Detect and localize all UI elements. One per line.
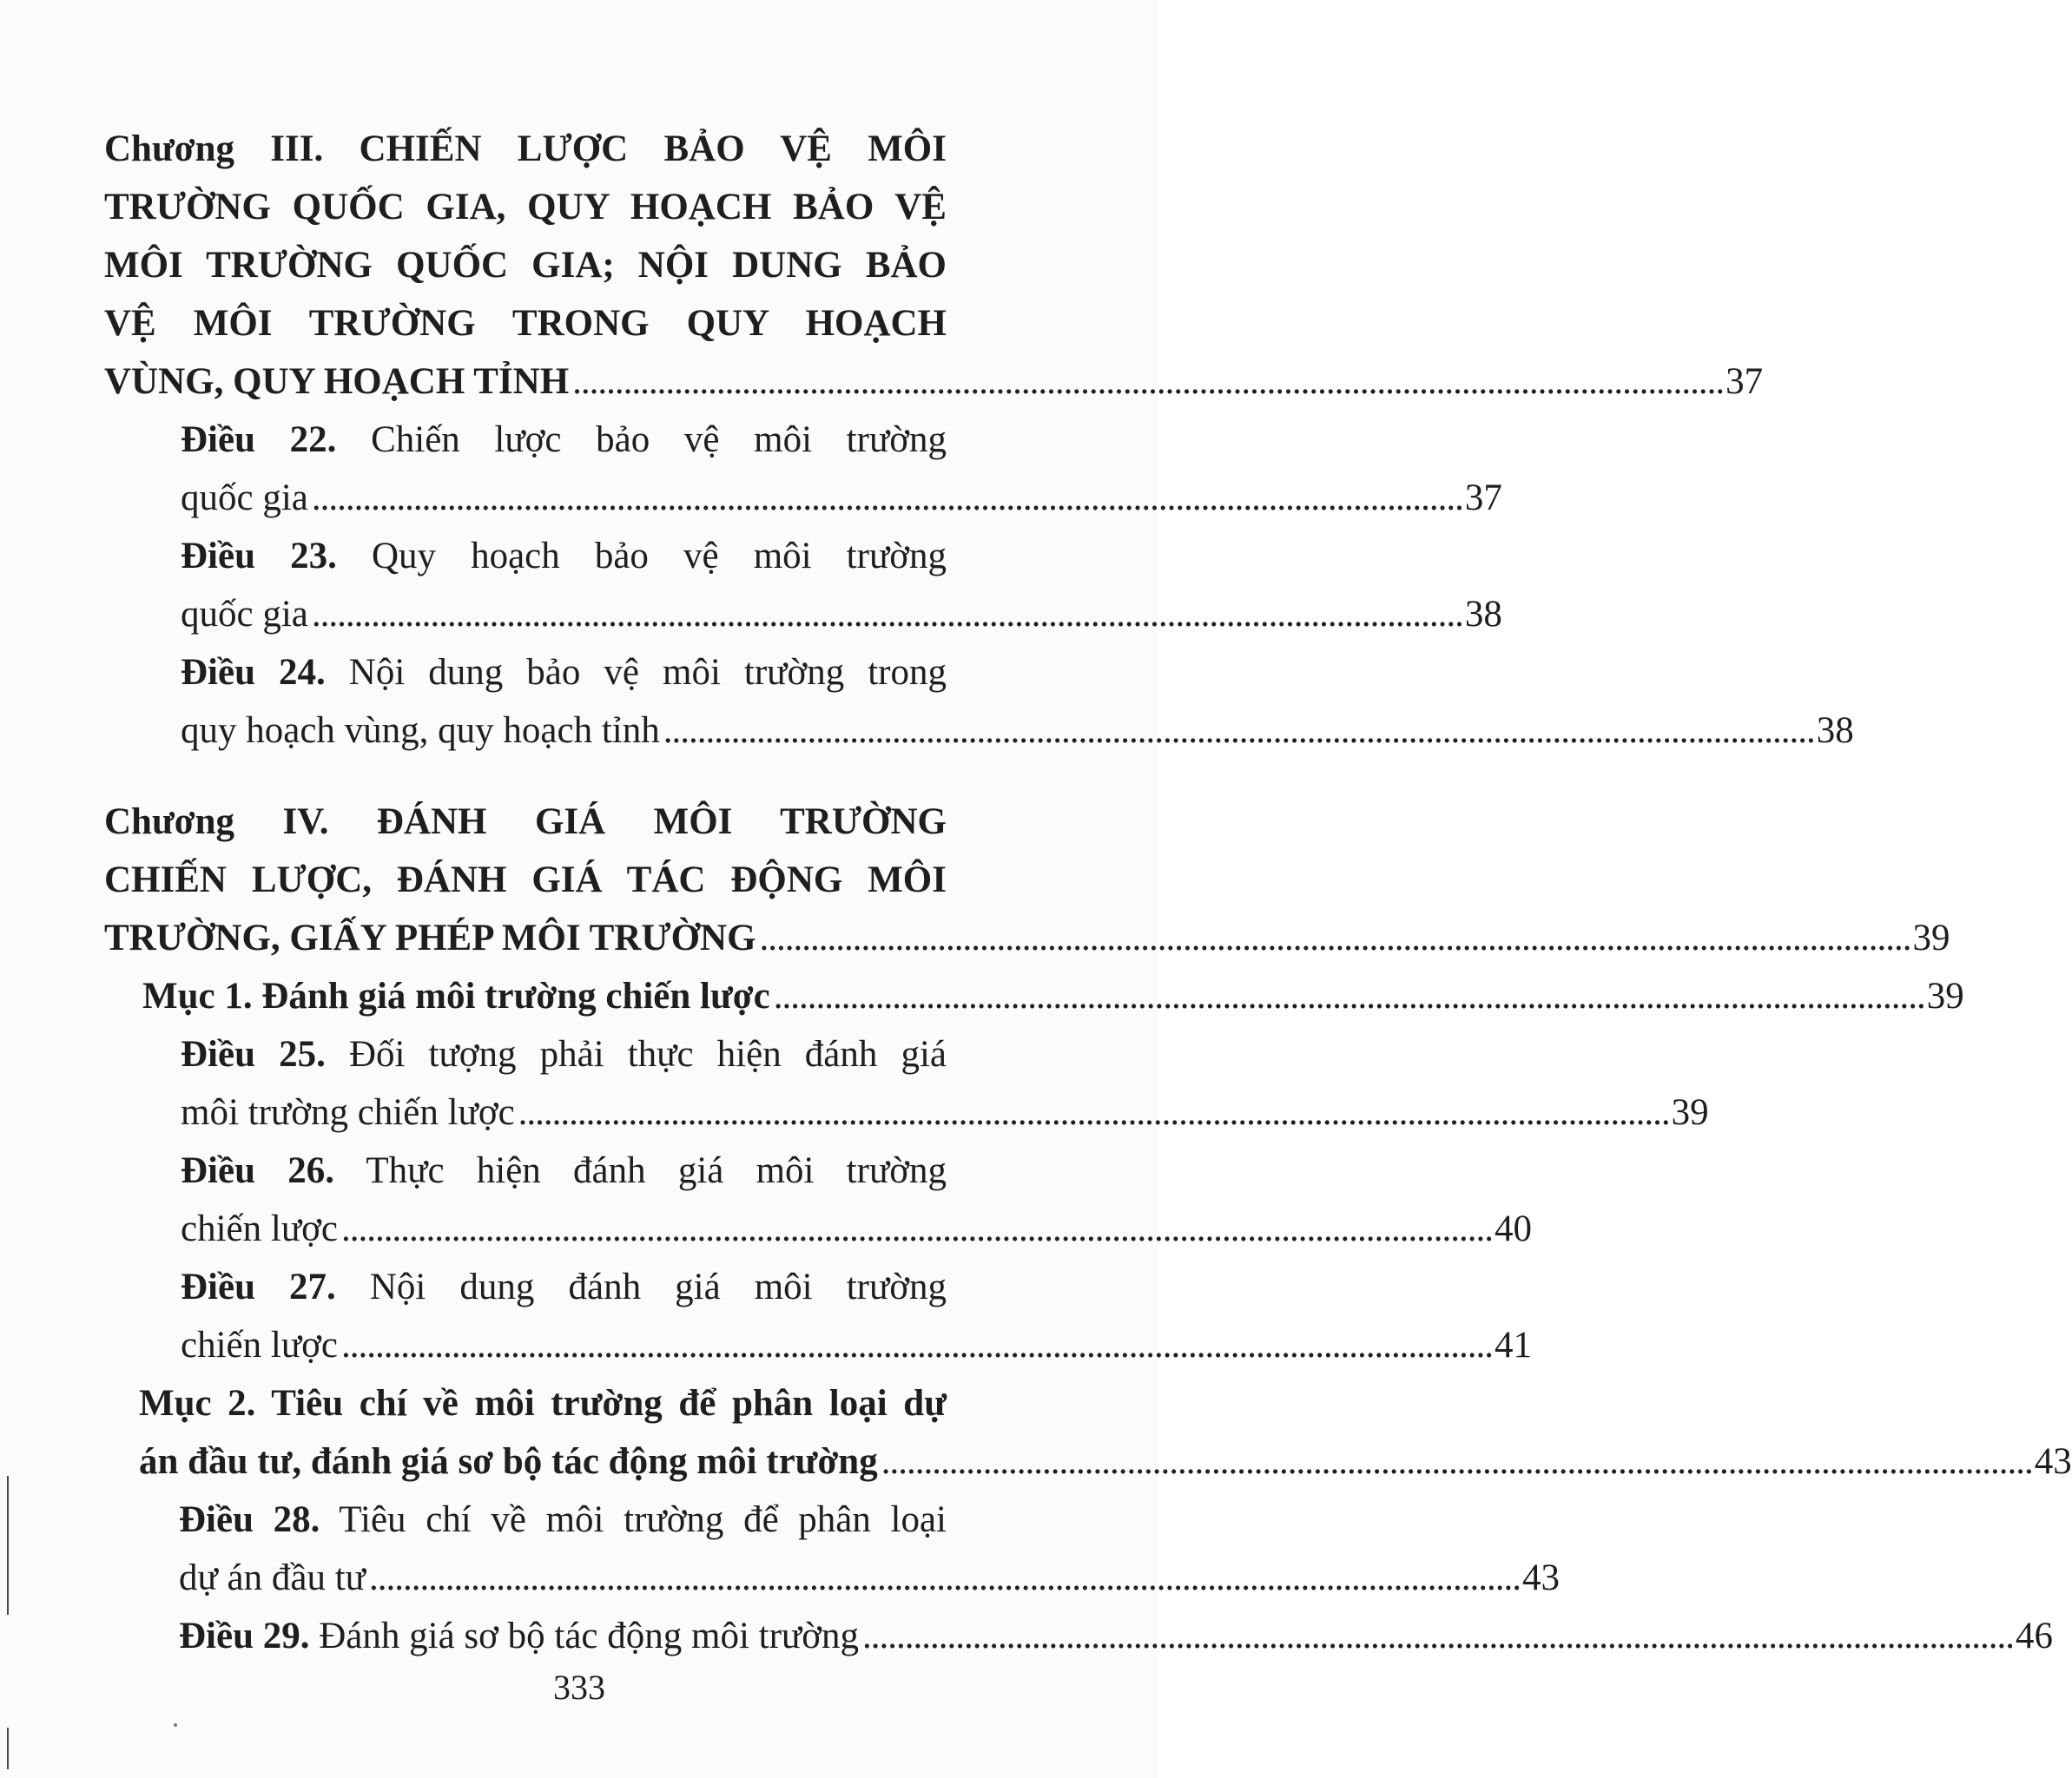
article-title: Nội dung bảo vệ môi trường trong (348, 652, 947, 693)
chapter-title-line: Chương III. CHIẾN LƯỢC BẢO VỆ MÔI (104, 128, 947, 169)
article-title-line (181, 411, 947, 469)
toc-section-1 (142, 967, 1964, 1025)
toc-article-25 (181, 1025, 1709, 1142)
chapter-title-line: VÙNG, QUY HOẠCH TỈNH (104, 361, 570, 402)
article-title: Đánh giá sơ bộ tác động môi trường (319, 1616, 859, 1656)
dot-leader: ........................................................................................................................................ (518, 1092, 1670, 1133)
article-label: Điều 29. (179, 1616, 310, 1656)
page-ref: 46 (2015, 1616, 2053, 1656)
article-label: Điều 28. (179, 1499, 320, 1540)
toc-entry-row (179, 1607, 2053, 1665)
page-ref: 39 (1912, 918, 1950, 958)
dot-leader: ........................................................................................................................................ (368, 1557, 1521, 1598)
article-title-cont: quy hoạch vùng, quy hoạch tỉnh (181, 710, 660, 751)
page-ref: 41 (1494, 1325, 1532, 1366)
article-title: Chiến lược bảo vệ môi trường (371, 419, 947, 460)
dot-leader: ........................................................................................................................................ (311, 477, 1463, 518)
toc-entry-row (139, 1432, 2072, 1491)
toc-article-27 (181, 1258, 1532, 1374)
article-title-cont: chiến lược (181, 1208, 338, 1249)
toc-entry-row (179, 1549, 1560, 1607)
toc-entry-row (104, 909, 1950, 967)
page-number: 333 (553, 1668, 605, 1707)
page-ref: 37 (1726, 361, 1764, 402)
section-title-line: Mục 2. Tiêu chí về môi trường để phân loại dự (139, 1383, 947, 1424)
toc-article-24 (181, 643, 1854, 760)
page-ref: 40 (1494, 1208, 1532, 1249)
page-ref: 43 (2034, 1441, 2072, 1482)
page-ref: 37 (1464, 477, 1502, 518)
article-title-line (181, 1142, 947, 1200)
section-title: Mục 1. Đánh giá môi trường chiến lược (142, 976, 770, 1017)
article-title-line (179, 1607, 859, 1665)
article-title-cont: môi trường chiến lược (181, 1092, 515, 1133)
article-label: Điều 25. (181, 1034, 326, 1075)
toc-entry-row (181, 701, 1854, 760)
article-label: Điều 26. (181, 1150, 334, 1191)
page-edge-mark (7, 1728, 9, 1769)
article-title: Tiêu chí về môi trường để phân loại (339, 1499, 947, 1540)
article-label: Điều 24. (181, 652, 326, 693)
toc-entry-row (142, 967, 1964, 1025)
dot-leader: ........................................................................................................................................ (881, 1441, 2033, 1482)
dot-leader: ........................................................................................................................................ (861, 1616, 2014, 1656)
page-ref: 39 (1926, 976, 1964, 1017)
toc-entry-row (181, 1083, 1709, 1142)
toc-entry-row (181, 469, 1502, 527)
chapter-title-line: Chương IV. ĐÁNH GIÁ MÔI TRƯỜNG (104, 801, 947, 842)
dot-leader: ........................................................................................................................................ (572, 361, 1725, 402)
toc-entry-row (104, 352, 1764, 411)
chapter-title-line: TRƯỜNG, GIẤY PHÉP MÔI TRƯỜNG (104, 918, 756, 958)
toc-entry-row (181, 1200, 1532, 1258)
dot-leader: ........................................................................................................................................ (663, 710, 1815, 751)
toc-chapter-4 (104, 793, 1950, 967)
toc-entry-row (181, 585, 1502, 643)
article-title-line (181, 1025, 947, 1083)
dot-leader: ........................................................................................................................................ (759, 918, 1911, 958)
page-ref: 38 (1816, 710, 1854, 751)
article-title: Đối tượng phải thực hiện đánh giá (348, 1034, 947, 1075)
article-label: Điều 27. (181, 1267, 336, 1307)
dot-leader: ........................................................................................................................................ (773, 976, 1925, 1017)
chapter-title-line: TRƯỜNG QUỐC GIA, QUY HOẠCH BẢO VỆ (104, 187, 947, 227)
article-title-cont: quốc gia (181, 477, 308, 518)
toc-article-28 (179, 1491, 1560, 1607)
page-edge-mark (7, 1476, 9, 1615)
print-speck (174, 1723, 177, 1727)
dot-leader: ........................................................................................................................................ (311, 594, 1463, 635)
chapter-title-line: MÔI TRƯỜNG QUỐC GIA; NỘI DUNG BẢO (104, 245, 947, 286)
article-title-line (181, 527, 947, 585)
toc-article-26 (181, 1142, 1532, 1258)
article-title-cont: chiến lược (181, 1325, 338, 1366)
article-title: Nội dung đánh giá môi trường (369, 1267, 947, 1307)
page-ref: 39 (1671, 1092, 1709, 1133)
chapter-title-line: CHIẾN LƯỢC, ĐÁNH GIÁ TÁC ĐỘNG MÔI (104, 859, 947, 900)
toc-entry-row (181, 1316, 1532, 1374)
toc-section-2 (139, 1374, 2072, 1491)
article-title-cont: dự án đầu tư (179, 1557, 366, 1598)
section-title-cont: án đầu tư, đánh giá sơ bộ tác động môi trường (139, 1441, 878, 1482)
article-label: Điều 23. (181, 536, 337, 576)
toc-article-22 (181, 411, 1502, 527)
page-ref: 38 (1464, 594, 1502, 635)
toc-article-29 (179, 1607, 2053, 1665)
article-title-cont: quốc gia (181, 594, 308, 635)
article-title-line (179, 1491, 947, 1549)
page-ref: 43 (1521, 1557, 1560, 1598)
article-title-line (181, 643, 947, 701)
table-of-contents (104, 120, 2072, 1665)
dot-leader: ........................................................................................................................................ (340, 1325, 1493, 1366)
article-label: Điều 22. (181, 419, 337, 460)
dot-leader: ........................................................................................................................................ (340, 1208, 1493, 1249)
article-title: Thực hiện đánh giá môi trường (366, 1150, 947, 1191)
toc-chapter-3 (104, 120, 1764, 411)
article-title-line (181, 1258, 947, 1316)
toc-article-23 (181, 527, 1502, 643)
article-title: Quy hoạch bảo vệ môi trường (371, 536, 947, 576)
chapter-title-line: VỆ MÔI TRƯỜNG TRONG QUY HOẠCH (104, 303, 947, 344)
